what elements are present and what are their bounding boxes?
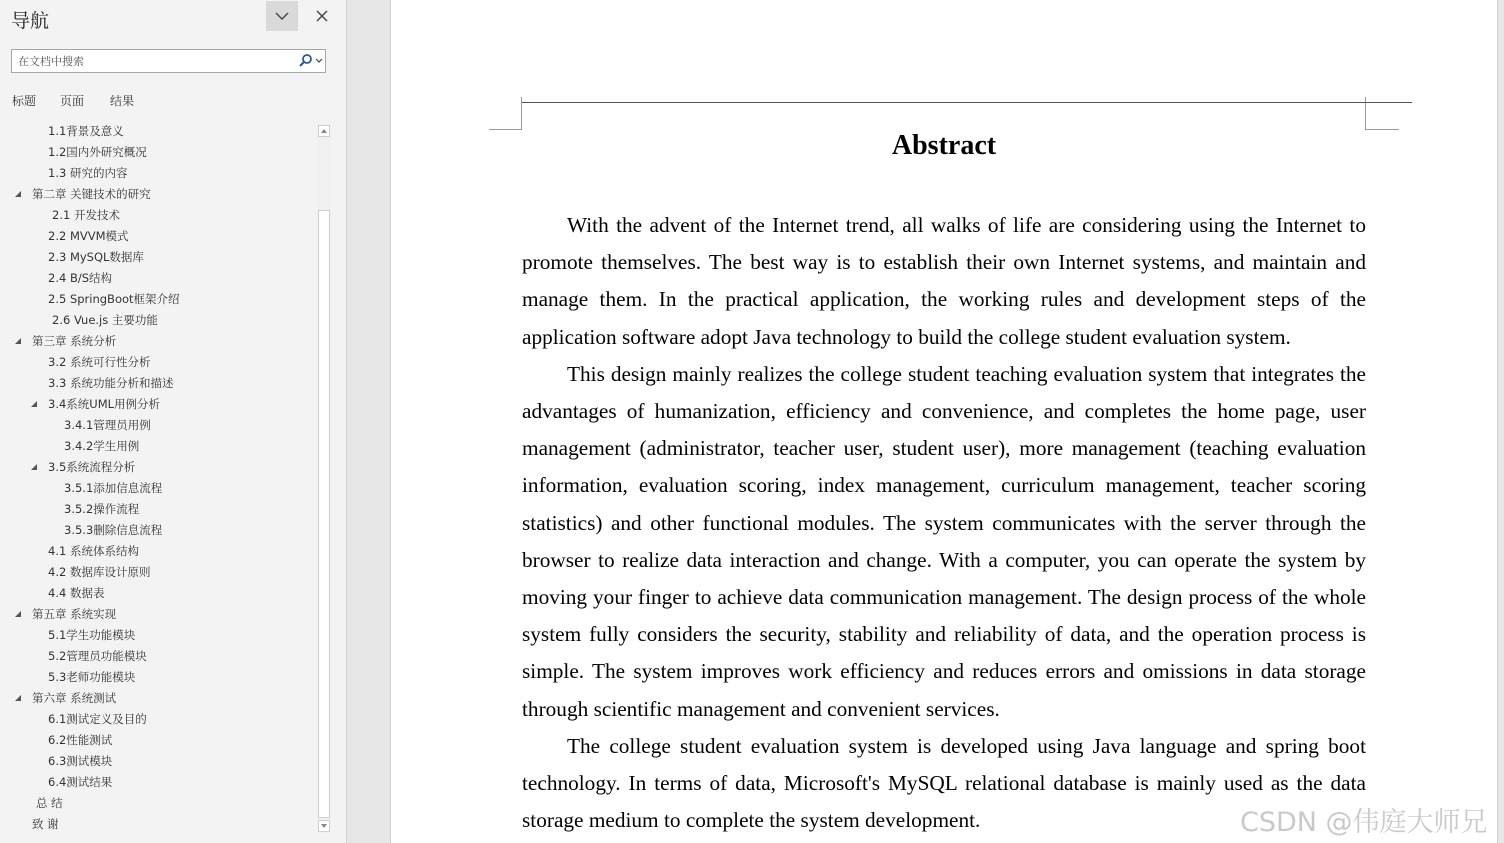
tree-item[interactable] [0,562,316,583]
tree-item[interactable] [0,121,316,142]
tree-item[interactable] [0,205,316,226]
tree-item[interactable] [0,541,316,562]
tree-item-label: 总 结 [36,796,63,810]
heading-tree [0,121,316,835]
tree-item-label: 6.4测试结果 [48,775,113,789]
scroll-down-button[interactable] [318,820,330,832]
triangle-down-icon [321,824,327,828]
scroll-up-button[interactable] [318,125,330,137]
tree-item[interactable] [0,415,316,436]
tree-item-label: 第六章 系统测试 [32,691,117,705]
tree-item[interactable] [0,772,316,793]
search-icon [299,54,315,68]
tree-item[interactable] [0,184,316,205]
triangle-up-icon [321,129,327,133]
tree-item-label: 3.2 系统可行性分析 [48,355,151,369]
tree-item-label: 4.2 数据库设计原则 [48,565,151,579]
abstract-heading: Abstract [891,130,997,161]
tab-results[interactable]: 结果 [110,94,135,108]
tree-item[interactable] [0,751,316,772]
tree-item-label: 6.2性能测试 [48,733,113,747]
tree-item-label: 2.5 SpringBoot框架介绍 [48,292,180,306]
tree-item-label: 6.3测试模块 [48,754,113,768]
tree-item[interactable] [0,373,316,394]
tree-item[interactable] [0,247,316,268]
nav-title: 导航 [11,10,50,32]
tab-headings[interactable]: 标题 [12,94,37,108]
nav-close-button[interactable] [312,6,332,26]
tree-item-label: 6.1测试定义及目的 [48,712,147,726]
tree-item[interactable] [0,499,316,520]
tree-item-label: 3.5.3删除信息流程 [64,523,163,537]
tree-item-label: 3.4.1管理员用例 [64,418,151,432]
tree-item[interactable] [0,646,316,667]
tree-item-label: 第二章 关键技术的研究 [32,187,151,201]
tree-item[interactable] [0,730,316,751]
paragraph: The college student evaluation system is developed using Java language and spring boot technology. In terms of data, Microsoft's MySQL relational database is mainly used as the data storage medium to complete the system development. [522,733,1366,833]
tree-item[interactable] [0,310,316,331]
tree-item[interactable] [0,520,316,541]
tree-item-label: 3.4.2学生用例 [64,439,140,453]
tree-item[interactable] [0,667,316,688]
tree-item[interactable] [0,268,316,289]
watermark: CSDN @伟庭大师兄 [1240,807,1488,838]
tree-item[interactable] [0,709,316,730]
tree-item-label: 第五章 系统实现 [32,607,117,621]
search-box [11,49,326,73]
paragraph: This design mainly realizes the college student teaching evaluation system that integrates the advantages of humanization, efficiency and convenience, and completes the home page, user management (administrator, teacher user, student user), more management (teaching evaluation information, evaluation scoring, index management, curriculum management, teacher scoring statistics) and other functional modules. The system communicates with the server through the browser to realize data interaction and change. With a computer, you can operate the system by moving your finger to achieve data communication management. The design process of the whole system fully considers the security, stability and reliability of data, and the operation process is simple. The system improves work efficiency and reduces errors and omissions in data storage through scientific management and convenient services. [522,361,1366,721]
tab-pages[interactable]: 页面 [60,94,85,108]
crop-mark [1366,129,1399,130]
tree-item-label: 1.3 研究的内容 [48,166,128,180]
search-input[interactable] [12,50,298,72]
tree-item-label: 4.1 系统体系结构 [48,544,139,558]
navigation-pane [0,0,347,843]
tree-item-label: 3.3 系统功能分析和描述 [48,376,174,390]
header-rule [522,102,1412,103]
nav-options-button[interactable] [266,1,298,31]
tree-item-label: 2.2 MVVM模式 [48,229,129,243]
tree-item[interactable] [0,352,316,373]
tree-item[interactable] [0,163,316,184]
crop-mark [489,129,521,130]
tree-item-label: 4.4 数据表 [48,586,105,600]
tree-item-label: 3.5.2操作流程 [64,502,140,516]
tree-item[interactable] [0,226,316,247]
tree-item[interactable] [0,625,316,646]
close-icon [316,10,328,22]
tree-item-label: 2.1 开发技术 [52,208,120,222]
tree-item-label: 5.2管理员功能模块 [48,649,147,663]
scroll-thumb[interactable] [318,210,330,818]
abstract-body [522,207,1366,839]
tree-item-label: 2.3 MySQL数据库 [48,250,144,264]
tree-item-label: 3.5.1添加信息流程 [64,481,163,495]
tree-item[interactable] [0,436,316,457]
tree-item[interactable] [0,478,316,499]
tree-item-label: 5.3老师功能模块 [48,670,136,684]
tree-item-label: 1.1背景及意义 [48,124,124,138]
tree-item-label: 1.2国内外研究概况 [48,145,147,159]
tree-item[interactable] [0,289,316,310]
chevron-down-icon [315,58,323,64]
tree-item-label: 2.6 Vue.js 主要功能 [52,313,158,327]
tree-item[interactable] [0,394,316,415]
tree-item[interactable] [0,583,316,604]
tree-item-label: 3.4系统UML用例分析 [48,397,161,411]
tree-item[interactable] [0,142,316,163]
paragraph: With the advent of the Internet trend, all walks of life are considering using the Internet to promote themselves. The best way is to establish their own Internet systems, and maintain and manage them. In the practical application, the working rules and development steps of the application software adopt Java technology to build the college student evaluation system. [522,213,1366,349]
tree-item-label: 5.1学生功能模块 [48,628,136,642]
tree-item[interactable] [0,793,316,814]
tree-item[interactable] [0,331,316,352]
tree-item[interactable] [0,457,316,478]
tree-item[interactable] [0,814,316,835]
tree-item-label: 3.5系统流程分析 [48,460,136,474]
tree-item[interactable] [0,688,316,709]
nav-scrollbar[interactable] [317,124,331,833]
tree-item-label: 2.4 B/S结构 [48,271,113,285]
tree-item[interactable] [0,604,316,625]
tree-item-label: 致 谢 [32,817,59,831]
search-button[interactable] [299,53,325,69]
chevron-down-icon [275,11,289,21]
tree-item-label: 第三章 系统分析 [32,334,117,348]
